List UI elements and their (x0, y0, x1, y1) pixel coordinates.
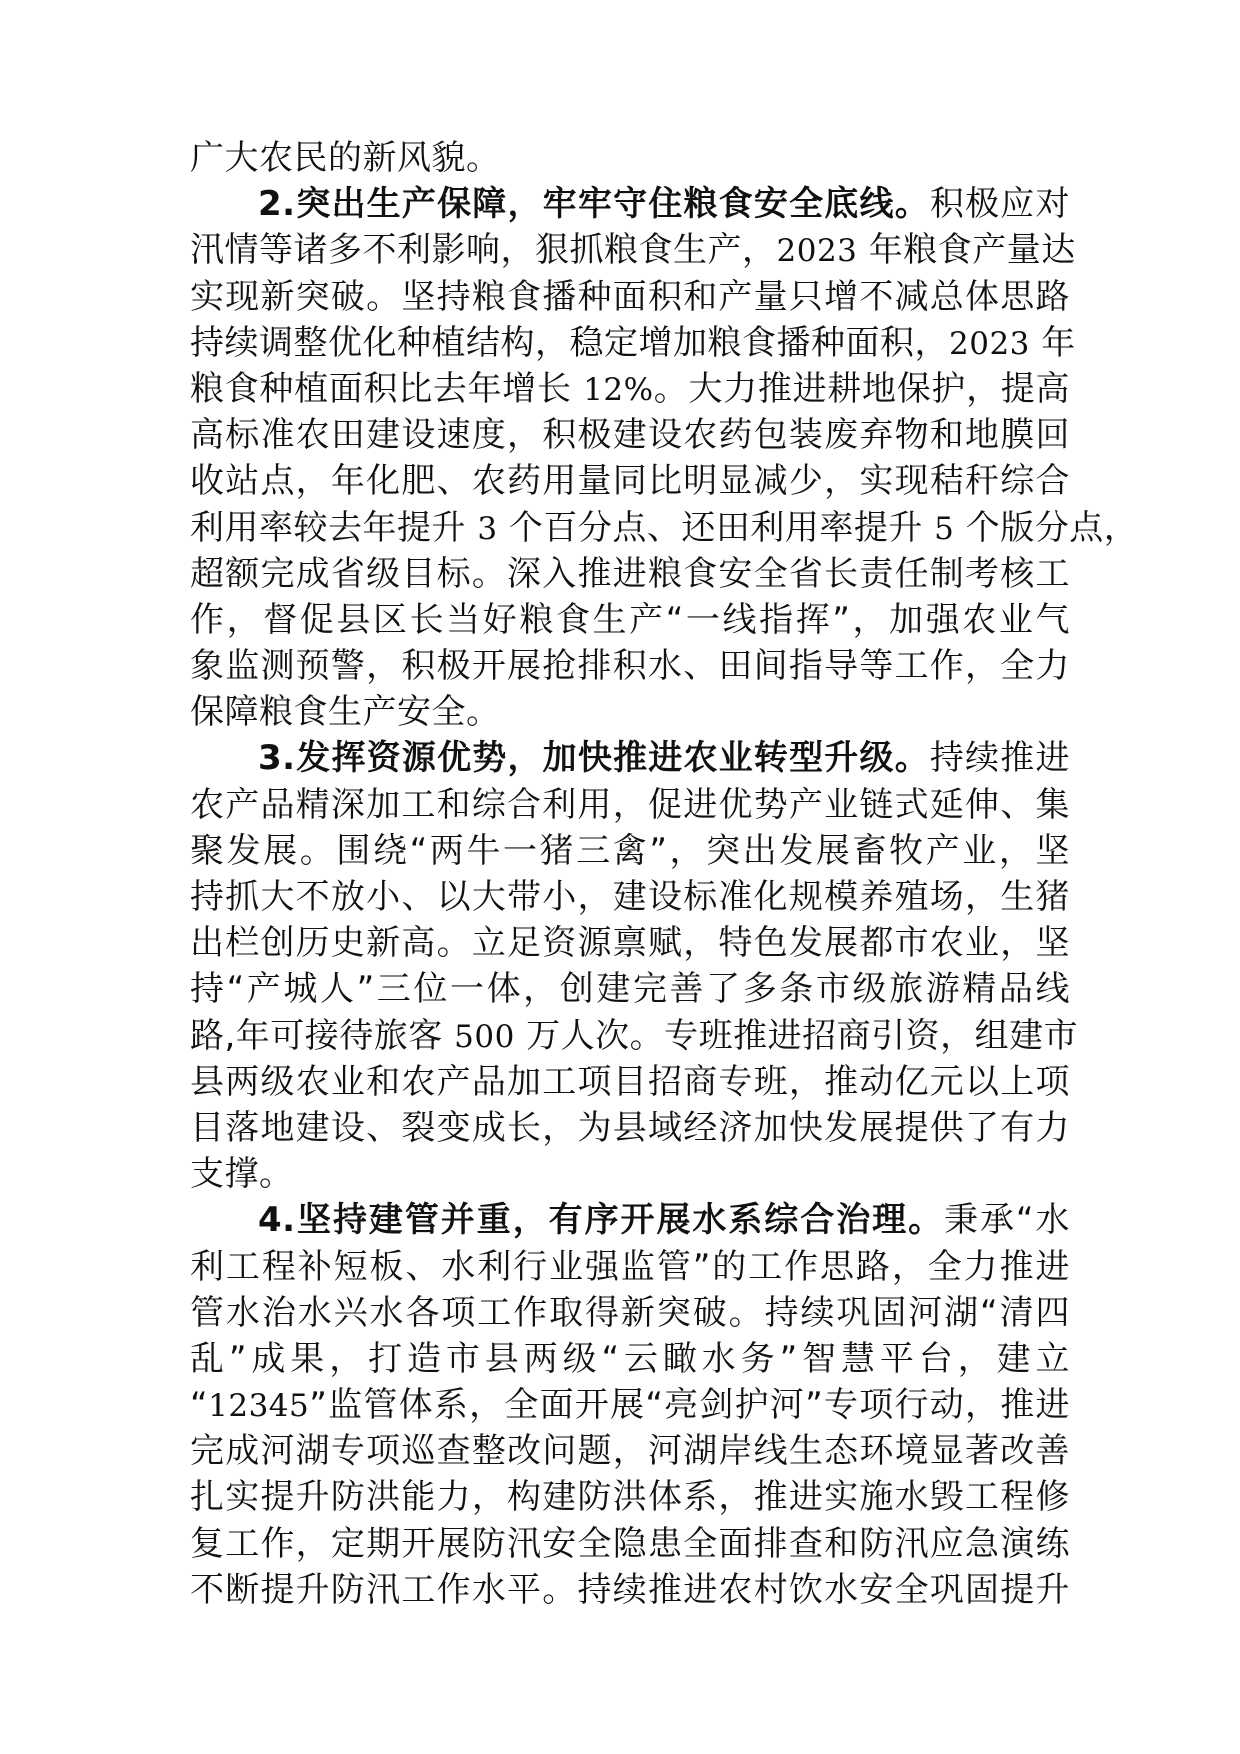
text-run: 实现新突破。坚持粮食播种面积和产量只增不减总体思路 (190, 276, 1070, 317)
text-line (190, 412, 1070, 458)
text-run: 持抓大不放小、以大带小，建设标准化规模养殖场，生猪 (190, 877, 1070, 917)
text-run: 乱”成果，打造市县两级“云瞰水务”智慧平台，建立 (190, 1338, 1070, 1379)
text-line (190, 597, 1070, 643)
text-line (190, 966, 1070, 1012)
text-run: 年粮食产量达 (857, 230, 1076, 271)
text-line (190, 320, 1076, 366)
text-run: 支撑。 (190, 1154, 294, 1195)
number-run: 2023 (949, 325, 1030, 362)
number-run: 3 (477, 510, 498, 547)
text-run: 聚发展。围绕“两牛一猪三禽”，突出发展畜牧产业，坚 (190, 830, 1070, 871)
text-run: 持“产城人”三位一体，创建完善了多条市级旅游精品线 (190, 969, 1070, 1010)
text-run: 超额完成省级目标。深入推进粮食安全省长责任制考核工 (190, 553, 1070, 594)
text-line (190, 1197, 1070, 1243)
text-run: 路,年可接待旅客 (190, 1015, 455, 1056)
text-line (190, 181, 1070, 227)
text-run: 县两级农业和农产品加工项目招商专班，推动亿元以上项 (190, 1061, 1070, 1102)
text-run: 高标准农田建设速度，积极建设农药包装废弃物和地膜回 (190, 415, 1070, 456)
text-line (190, 1105, 1070, 1151)
text-line (190, 274, 1070, 320)
text-line (190, 1382, 1070, 1428)
text-run: 。大力推进耕地保护，提高 (653, 368, 1070, 409)
text-run: 完成河湖专项巡查整改问题，河湖岸线生态环境显著改善 (190, 1431, 1070, 1472)
text-run: 目落地建设、裂变成长，为县域经济加快发展提供了有力 (190, 1107, 1070, 1148)
number-run: 500 (454, 1018, 515, 1055)
paragraph-2 (190, 181, 1139, 735)
text-line (190, 1474, 1070, 1520)
text-run: 农产品精深加工和综合利用，促进优势产业链式延伸、集 (190, 784, 1070, 825)
text-run: 积极应对 (929, 184, 1070, 225)
text-run: 复工作，定期开展防汛安全隐患全面排查和防汛应急演练 (190, 1523, 1070, 1564)
text-run: 年 (1029, 322, 1076, 363)
text-run: 保障粮食生产安全。 (190, 692, 501, 733)
text-run: 出栏创历史新高。立足资源禀赋，特色发展都市农业，坚 (190, 923, 1070, 964)
text-line (190, 689, 1070, 735)
text-line (190, 1290, 1070, 1336)
text-run: ”监管体系，全面开展“亮剑护河”专项行动，推进 (309, 1385, 1070, 1426)
text-line (190, 227, 1076, 273)
text-run: 扎实提升防洪能力，构建防洪体系，推进实施水毁工程修 (190, 1477, 1070, 1518)
text-line (190, 1151, 1070, 1197)
section-heading: 2.突出生产保障，牢牢守住粮食安全底线。 (258, 184, 930, 225)
text-run: 象监测预警，积极开展抢排积水、田间指导等工作，全力 (190, 646, 1070, 687)
text-line (190, 1428, 1070, 1474)
text-line (190, 551, 1070, 597)
text-line (190, 874, 1070, 920)
text-run: 广大农民的新风貌。 (190, 138, 501, 178)
text-run: 收站点，年化肥、农药用量同比明显减少，实现秸秆综合 (190, 461, 1070, 502)
text-run: 个百分点、还田利用率提升 (497, 507, 935, 548)
section-heading: 4.坚持建管并重，有序开展水系综合治理。 (258, 1200, 945, 1241)
text-run: 利用率较去年提升 (190, 507, 478, 548)
text-line (190, 643, 1070, 689)
number-run: 12345 (208, 1388, 310, 1425)
text-run: 管水治水兴水各项工作取得新突破。持续巩固河湖“清四 (190, 1292, 1070, 1333)
number-run: 12% (583, 371, 654, 408)
text-line (190, 920, 1070, 966)
text-run: “ (190, 1385, 209, 1426)
text-line (190, 366, 1070, 412)
text-line (190, 505, 1139, 551)
text-run: 持续推进 (929, 738, 1070, 779)
text-line (190, 1336, 1070, 1382)
number-run: 5 (934, 510, 955, 547)
text-line (190, 782, 1070, 828)
text-line (190, 828, 1070, 874)
text-run: 秉承“水 (944, 1200, 1070, 1241)
text-line (190, 135, 1070, 181)
document-page (190, 135, 1139, 1613)
paragraph-3 (190, 735, 1079, 1197)
text-run: 作，督促县区长当好粮食生产“一线指挥”，加强农业气 (190, 599, 1070, 640)
text-line (190, 1244, 1070, 1290)
text-run: 不断提升防汛工作水平。持续推进农村饮水安全巩固提升 (190, 1569, 1070, 1610)
text-line (190, 458, 1070, 504)
text-line (190, 1059, 1070, 1105)
text-run: 个版分点， (954, 507, 1139, 548)
text-line (190, 1521, 1070, 1567)
text-run: 利工程补短板、水利行业强监管”的工作思路，全力推进 (190, 1246, 1070, 1287)
number-run: 2023 (776, 233, 858, 270)
section-heading: 3.发挥资源优势，加快推进农业转型升级。 (258, 738, 930, 779)
text-run: 万人次。专班推进招商引资，组建市 (514, 1015, 1079, 1056)
text-line (190, 735, 1070, 781)
text-line (190, 1567, 1070, 1613)
text-run: 汛情等诸多不利影响，狠抓粮食生产， (190, 230, 777, 271)
text-run: 粮食种植面积比去年增长 (190, 368, 584, 409)
paragraph-4 (190, 1197, 1070, 1613)
text-line (190, 1013, 1079, 1059)
text-run: 持续调整优化种植结构，稳定增加粮食播种面积， (190, 322, 949, 363)
paragraph-1 (190, 135, 1070, 181)
